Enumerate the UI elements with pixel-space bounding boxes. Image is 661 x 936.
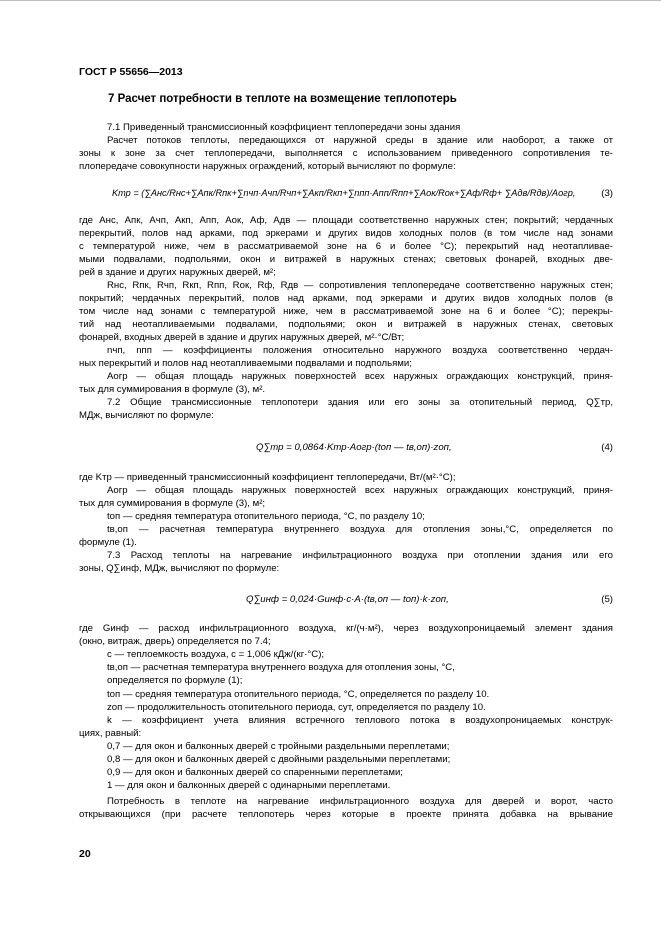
paragraph-line: tв,оп — расчетная температура внутреннего воздуха для отопления зоны,°С, определяется по <box>107 524 613 535</box>
paragraph-line: тых для суммирования в формуле (3), м². <box>79 384 266 395</box>
paragraph-line: tоп — средняя температура отопительного периода, °С, по разделу 10; <box>107 511 425 522</box>
list-item: 0,7 — для окон и балконных дверей с тройными раздельными переплетами; <box>107 741 450 752</box>
subsection-heading: 7.1 Приведенный трансмиссионный коэффициент теплопередачи зоны здания <box>107 122 461 133</box>
paragraph-line: перекрытий, полов над арками, под эркерами и других видов холодных полов (в том числе над зонами <box>79 228 613 239</box>
paragraph-line: тий над неотапливаемыми подвалами, подпольями; окон и витражей в наружных стенах, световых <box>79 319 613 330</box>
list-item: 0,9 — для окон и балконных дверей со спаренными переплетами; <box>107 767 403 778</box>
paragraph-line: Потребность в теплоте на нагревание инфильтрационного воздуха для дверей и ворот, часто <box>107 796 613 807</box>
section-title: 7 Расчет потребности в теплоте на возмещение теплопотерь <box>108 93 457 105</box>
paragraph-line: покрытий; чердачных перекрытий, полов над арками, под эркерами и других видов холодных полов (в <box>79 293 613 304</box>
paragraph-line: где Kтр — приведенный трансмиссионный коэффициент теплопередачи, Вт/(м²·°С); <box>79 472 456 483</box>
paragraph-line: формуле (1). <box>79 537 137 548</box>
paragraph-line: с температурой ниже, чем в рассматриваемой зоне на 6 и более °С); перекрытий над неотапливае- <box>79 241 613 252</box>
paragraph-line: Aогр — общая площадь наружных поверхностей всех наружных ограждающих конструкций, приня- <box>107 485 613 496</box>
paragraph-line: 7.2 Общие трансмиссионные теплопотери здания или его зоны за отопительный период, Q∑тр, <box>107 397 613 408</box>
formula-4-number: (4) <box>601 442 613 453</box>
paragraph-line: Aогр — общая площадь наружных поверхностей всех наружных ограждающих конструкций, приня- <box>107 371 613 382</box>
paragraph-line: Расчет потоков теплоты, передающихся от наружной среды в здание или наоборот, а также от <box>107 135 613 146</box>
formula-3-number: (3) <box>601 188 613 199</box>
list-item: 0,8 — для окон и балконных дверей с двойными раздельными переплетами; <box>107 754 451 765</box>
paragraph-line: ных перекрытий и полов над неотапливаемыми подвалами и подпольями; <box>79 358 412 369</box>
top-rule <box>0 0 661 1</box>
paragraph-line: том числе над зонами с температурой ниже, чем в рассматриваемой зоне на 6 и более °С); перекры- <box>79 306 613 317</box>
formula-4: Q∑тр = 0,0864·Kтр·Aогр·(tоп — tв,оп)·zоп, <box>256 442 452 453</box>
paragraph-line: 7.3 Расход теплоты на нагревание инфильтрационного воздуха при отоплении здания или его <box>107 550 613 561</box>
paragraph-line: циях, равный: <box>79 728 142 739</box>
paragraph-line: определяется по формуле (1); <box>107 675 243 686</box>
paragraph-line: tоп — средняя температура отопительного периода, °С, определяется по разделу 10. <box>107 689 490 700</box>
paragraph-line: Rнс, Rпк, Rчп, Rкп, Rпп, Rок, Rф, Rдв — сопротивления теплопередаче соответственно наружных стен; <box>107 280 613 291</box>
paragraph-line: тых для суммирования в формуле (3), м²; <box>79 498 266 509</box>
document-header: ГОСТ Р 55656—2013 <box>79 66 183 78</box>
paragraph-line: фонарей, входных дверей в здание и других наружных дверей, м²·°С/Вт; <box>79 332 405 343</box>
paragraph-line: плопередаче совокупности наружных ограждений, который вычисляют по формуле: <box>79 161 456 172</box>
list-item: 1 — для окон и балконных дверей с одинарными переплетами. <box>107 780 391 791</box>
paragraph-line: c — теплоемкость воздуха, c = 1,006 кДж/(кг·°С); <box>107 649 325 660</box>
paragraph-line: zоп — продолжительность отопительного периода, сут, определяется по разделу 10. <box>107 702 486 713</box>
paragraph-line: МДж, вычисляют по формуле: <box>79 410 214 421</box>
page-number: 20 <box>79 848 91 860</box>
paragraph-line: рей в здание и других наружных дверей, м²; <box>79 267 276 278</box>
paragraph-line: tв,оп — расчетная температура внутреннего воздуха для отопления зоны, °С, <box>107 662 455 673</box>
paragraph-line: k — коэффициент учета влияния встречного теплового потока в воздухопроницаемых конструк- <box>107 715 613 726</box>
paragraph-line: мыми подвалами, подпольями, окон и витражей в наружных стенах; световых фонарей, входных две- <box>79 254 613 265</box>
paragraph-line: открывающихся (при расчете теплопотерь через которые в проекте принята добавка на врывание <box>79 809 613 820</box>
paragraph-line: (окно, витраж, дверь) определяется по 7.4; <box>79 636 271 647</box>
paragraph-line: зоны к зоне за счет теплопередачи, выполняется с использованием приведенного сопротивления те- <box>79 148 613 159</box>
paragraph-line: зоны, Q∑инф, МДж, вычисляют по формуле: <box>79 563 280 574</box>
paragraph-line: где Aнс, Aпк, Aчп, Aкп, Aпп, Aок, Aф, Aдв — площади соответственно наружных стен; покрытий; чердачных <box>79 215 613 226</box>
formula-5-number: (5) <box>601 594 613 605</box>
paragraph-line: где Gинф — расход инфильтрационного воздуха, кг/(ч·м²), через воздухопроницаемый элемент здания <box>79 623 613 634</box>
paragraph-line: nчп, nпп — коэффициенты положения относительно наружного воздуха соответственно чердач- <box>107 345 613 356</box>
formula-3: Kтр = (∑Aнс/Rнс+∑Aпк/Rпк+∑nчп·Aчп/Rчп+∑Aкп/Rкп+∑nпп·Aпп/Rпп+∑Aок/Rок+∑Aф/Rф+ ∑Aдв/Rдв)/Aогр, <box>112 188 576 198</box>
formula-5: Q∑инф = 0,024·Gинф·c·A·(tв,оп — tоп)·k·zоп, <box>246 594 449 605</box>
